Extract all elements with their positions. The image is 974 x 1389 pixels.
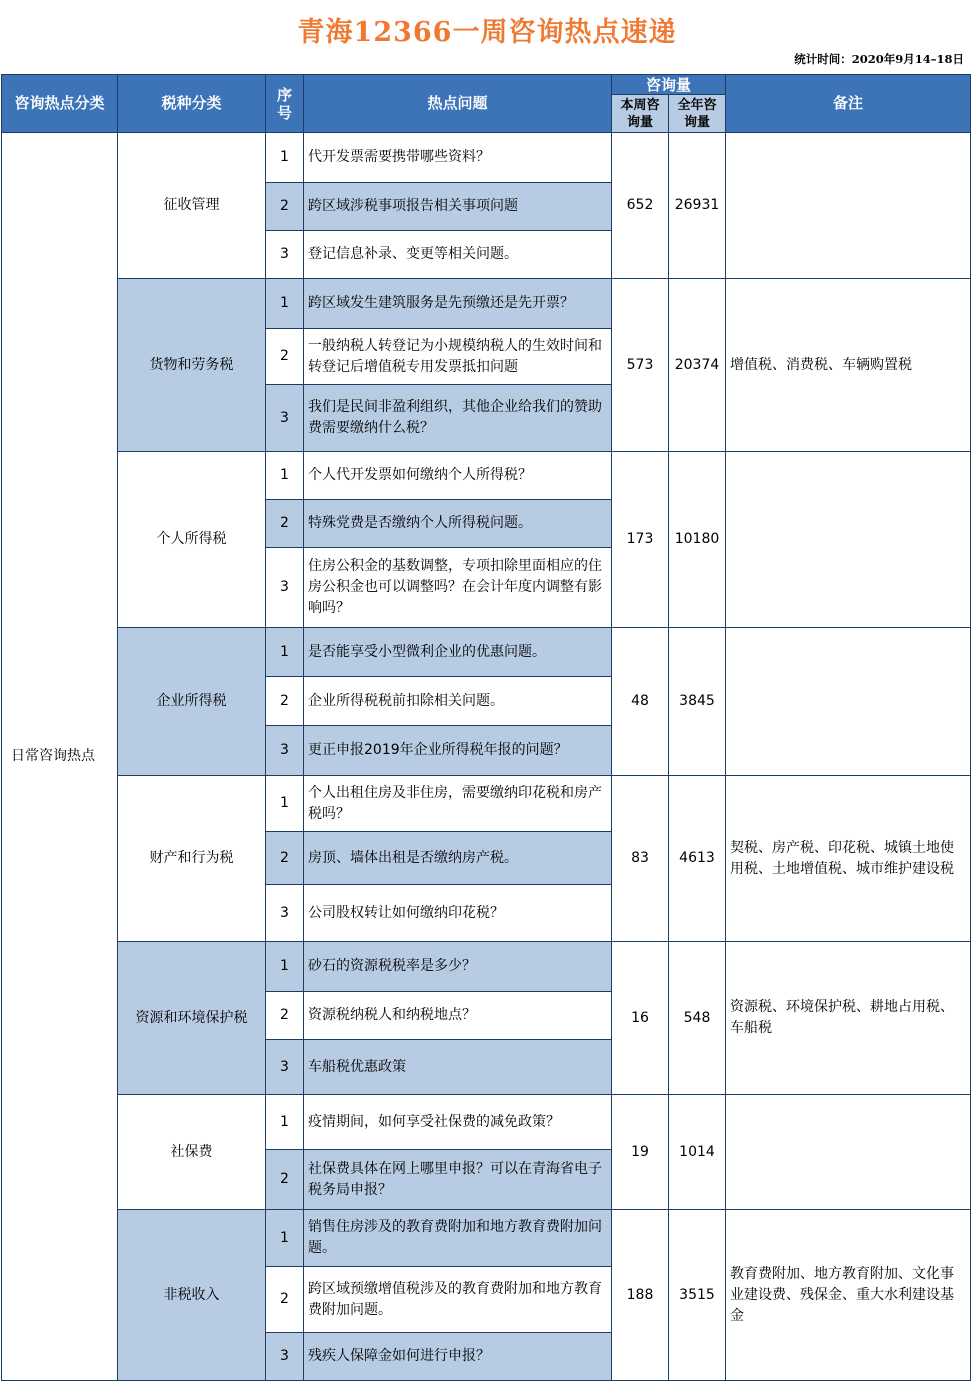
seq-cell: 1	[266, 628, 304, 677]
seq-cell: 2	[266, 992, 304, 1040]
remark-cell	[726, 628, 971, 776]
header-remark: 备注	[726, 75, 971, 133]
seq-cell: 3	[266, 885, 304, 942]
table-row	[2, 776, 971, 832]
header-category: 咨询热点分类	[2, 75, 118, 133]
header-question: 热点问题	[304, 75, 612, 133]
week-count: 573	[612, 279, 669, 452]
remark-cell	[726, 133, 971, 279]
question-cell: 特殊党费是否缴纳个人所得税问题。	[304, 500, 612, 548]
tax-type-cell: 征收管理	[118, 133, 266, 279]
question-cell: 个人出租住房及非住房，需要缴纳印花税和房产税吗？	[304, 776, 612, 832]
question-cell: 代开发票需要携带哪些资料？	[304, 133, 612, 183]
question-cell: 企业所得税税前扣除相关问题。	[304, 677, 612, 726]
question-cell: 车船税优惠政策	[304, 1040, 612, 1095]
page-title: 青海12366一周咨询热点速递	[297, 17, 677, 48]
question-cell: 跨区域发生建筑服务是先预缴还是先开票？	[304, 279, 612, 329]
seq-cell: 1	[266, 1095, 304, 1150]
seq-cell: 3	[266, 548, 304, 628]
remark-cell: 增值税、消费税、车辆购置税	[726, 279, 971, 452]
question-cell: 住房公积金的基数调整，专项扣除里面相应的住房公积金也可以调整吗？在会计年度内调整有影响吗？	[304, 548, 612, 628]
seq-cell: 1	[266, 1210, 304, 1267]
seq-cell: 3	[266, 231, 304, 279]
header-seq: 序号	[266, 75, 304, 133]
year-count: 20374	[669, 279, 726, 452]
year-count: 4613	[669, 776, 726, 942]
week-count: 83	[612, 776, 669, 942]
table-row	[2, 628, 971, 677]
table-row	[2, 133, 971, 183]
seq-cell: 2	[266, 1150, 304, 1210]
table-row	[2, 1095, 971, 1150]
remark-cell	[726, 1095, 971, 1210]
seq-cell: 2	[266, 832, 304, 885]
question-cell: 残疾人保障金如何进行申报？	[304, 1333, 612, 1381]
seq-cell: 1	[266, 133, 304, 183]
header-volume: 咨询量	[612, 75, 726, 95]
question-cell: 疫情期间，如何享受社保费的减免政策？	[304, 1095, 612, 1150]
seq-cell: 1	[266, 942, 304, 992]
seq-cell: 1	[266, 776, 304, 832]
tax-type-cell: 资源和环境保护税	[118, 942, 266, 1095]
tax-type-cell: 企业所得税	[118, 628, 266, 776]
question-cell: 一般纳税人转登记为小规模纳税人的生效时间和转登记后增值税专用发票抵扣问题	[304, 329, 612, 385]
hot-category: 日常咨询热点	[2, 133, 118, 1381]
question-cell: 资源税纳税人和纳税地点？	[304, 992, 612, 1040]
question-cell: 更正申报2019年企业所得税年报的问题？	[304, 726, 612, 776]
year-count: 3515	[669, 1210, 726, 1381]
question-cell: 社保费具体在网上哪里申报？可以在青海省电子税务局申报？	[304, 1150, 612, 1210]
seq-cell: 2	[266, 329, 304, 385]
year-count: 10180	[669, 452, 726, 628]
question-cell: 公司股权转让如何缴纳印花税？	[304, 885, 612, 942]
week-count: 19	[612, 1095, 669, 1210]
header-tax-type: 税种分类	[118, 75, 266, 133]
question-cell: 个人代开发票如何缴纳个人所得税？	[304, 452, 612, 500]
stat-time: 统计时间：2020年9月14–18日	[794, 52, 964, 66]
table-row	[2, 452, 971, 500]
table-row	[2, 279, 971, 329]
question-cell: 是否能享受小型微利企业的优惠问题。	[304, 628, 612, 677]
seq-cell: 3	[266, 1333, 304, 1381]
question-cell: 登记信息补录、变更等相关问题。	[304, 231, 612, 279]
tax-type-cell: 社保费	[118, 1095, 266, 1210]
tax-type-cell: 个人所得税	[118, 452, 266, 628]
question-cell: 跨区域涉税事项报告相关事项问题	[304, 183, 612, 231]
tax-type-cell: 货物和劳务税	[118, 279, 266, 452]
question-cell: 跨区域预缴增值税涉及的教育费附加和地方教育费附加问题。	[304, 1267, 612, 1333]
question-cell: 房顶、墙体出租是否缴纳房产税。	[304, 832, 612, 885]
seq-cell: 3	[266, 385, 304, 452]
question-cell: 我们是民间非盈利组织，其他企业给我们的赞助费需要缴纳什么税？	[304, 385, 612, 452]
seq-cell: 3	[266, 726, 304, 776]
week-count: 173	[612, 452, 669, 628]
table-row	[2, 1210, 971, 1267]
seq-cell: 3	[266, 1040, 304, 1095]
remark-cell	[726, 452, 971, 628]
table-row	[2, 942, 971, 992]
week-count: 16	[612, 942, 669, 1095]
week-count: 48	[612, 628, 669, 776]
year-count: 3845	[669, 628, 726, 776]
year-count: 26931	[669, 133, 726, 279]
seq-cell: 1	[266, 452, 304, 500]
year-count: 1014	[669, 1095, 726, 1210]
week-count: 188	[612, 1210, 669, 1381]
remark-cell: 教育费附加、地方教育附加、文化事业建设费、残保金、重大水利建设基金	[726, 1210, 971, 1381]
seq-cell: 1	[266, 279, 304, 329]
remark-cell: 契税、房产税、印花税、城镇土地使用税、土地增值税、城市维护建设税	[726, 776, 971, 942]
year-count: 548	[669, 942, 726, 1095]
seq-cell: 2	[266, 500, 304, 548]
seq-cell: 2	[266, 1267, 304, 1333]
header-week: 本周咨询量	[612, 95, 669, 133]
header-year: 全年咨询量	[669, 95, 726, 133]
question-cell: 销售住房涉及的教育费附加和地方教育费附加问题。	[304, 1210, 612, 1267]
seq-cell: 2	[266, 183, 304, 231]
remark-cell: 资源税、环境保护税、耕地占用税、车船税	[726, 942, 971, 1095]
week-count: 652	[612, 133, 669, 279]
seq-cell: 2	[266, 677, 304, 726]
tax-type-cell: 非税收入	[118, 1210, 266, 1381]
tax-type-cell: 财产和行为税	[118, 776, 266, 942]
hotspot-table	[1, 74, 971, 1381]
question-cell: 砂石的资源税税率是多少？	[304, 942, 612, 992]
